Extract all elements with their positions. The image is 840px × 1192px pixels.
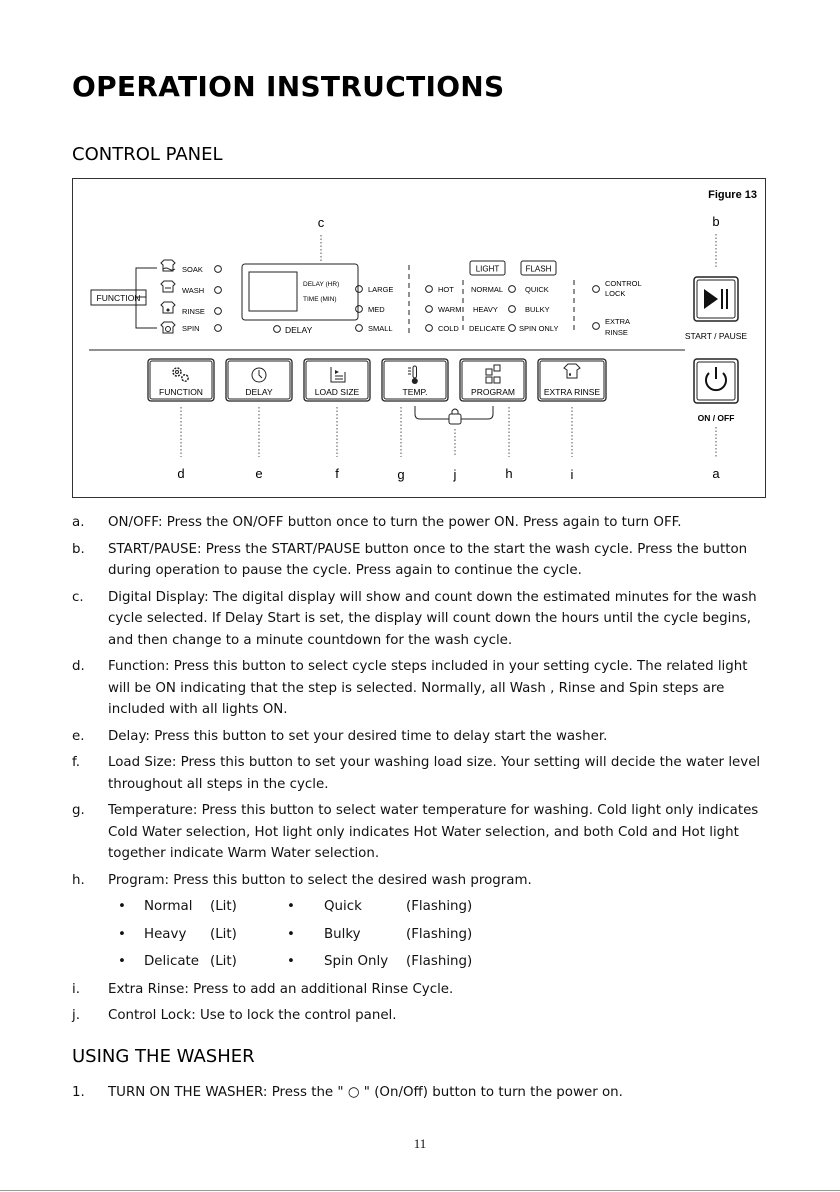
callout-a: a xyxy=(712,466,720,481)
digital-display-screen xyxy=(249,272,297,311)
instruction-item-g xyxy=(72,800,772,865)
wash-indicator xyxy=(215,287,222,294)
normal-quick-indicator xyxy=(509,286,516,293)
program-name: Spin Only xyxy=(324,954,389,969)
display-delay-label: DELAY xyxy=(285,325,313,335)
display-delay-hr: DELAY (HR) xyxy=(303,281,340,288)
instruction-text: Digital Display: The digital display will show and count down the estimated minutes for the wash cycle selected. If Delay Start is set, the display will count down the hours until the cycle begins, and then change to a minute countdown for the wash cycle. xyxy=(108,589,757,648)
temp-cold: COLD xyxy=(438,324,459,333)
instruction-item-j xyxy=(72,1005,772,1027)
program-heavy: HEAVY xyxy=(473,305,498,314)
program-name: Bulky xyxy=(324,926,361,942)
instruction-marker: h. xyxy=(72,872,85,888)
figure-label: Figure 13 xyxy=(708,189,757,201)
function-button-label: FUNCTION xyxy=(159,387,203,397)
using-step-1 xyxy=(72,1082,772,1104)
instruction-marker: g. xyxy=(72,803,85,818)
callout-i: i xyxy=(570,467,574,482)
instruction-text: Load Size: Press this button to set your washing load size. Your setting will decide the water level throughout all steps in the cycle. xyxy=(108,755,761,792)
program-button-label: PROGRAM xyxy=(471,387,515,397)
page-number: 11 xyxy=(413,1136,427,1151)
program-state: (Flashing) xyxy=(406,954,473,969)
wash-icon xyxy=(161,281,175,292)
instruction-marker: j. xyxy=(72,1008,80,1023)
function-step-rinse: RINSE xyxy=(182,307,205,316)
lock-icon xyxy=(449,409,461,424)
program-light-label: LIGHT xyxy=(475,264,500,274)
instruction-marker: a. xyxy=(72,515,85,530)
delay-button[interactable] xyxy=(226,359,292,401)
callout-f: f xyxy=(335,466,339,481)
spin-indicator xyxy=(215,325,222,332)
program-bullet-row xyxy=(72,924,772,946)
callout-e: e xyxy=(255,466,263,481)
instruction-text: START/PAUSE: Press the START/PAUSE button once to the start the wash cycle. Press the button during operation to pause the cycle. Press again to continue the cycle. xyxy=(108,541,748,578)
pause-icon-bar-1 xyxy=(721,289,723,309)
step-text: TURN ON THE WASHER: Press the " ○ " (On/Off) button to turn the power on. xyxy=(108,1085,623,1100)
extra-rinse-button-label: EXTRA RINSE xyxy=(543,387,601,397)
program-bulky: BULKY xyxy=(525,305,550,314)
callout-h: h xyxy=(505,466,513,481)
program-normal: NORMAL xyxy=(471,285,504,294)
bullet: • xyxy=(287,899,295,914)
program-button[interactable] xyxy=(460,359,526,401)
instruction-item-e xyxy=(72,726,772,748)
hot-indicator xyxy=(426,286,433,293)
function-step-spin: SPIN xyxy=(182,324,200,333)
display-time-min: TIME (MIN) xyxy=(303,296,337,303)
instruction-text: Extra Rinse: Press to add an additional Rinse Cycle. xyxy=(108,981,454,997)
program-state: (Flashing) xyxy=(406,899,473,914)
bullet: • xyxy=(118,926,126,942)
load-size-large: LARGE xyxy=(368,285,394,294)
instruction-item-i xyxy=(72,979,772,1001)
program-state: (Lit) xyxy=(210,926,237,942)
program-flash-label: FLASH xyxy=(525,264,552,274)
med-indicator xyxy=(356,306,363,313)
load-size-button[interactable] xyxy=(304,359,370,401)
start-pause-label: START / PAUSE xyxy=(684,331,748,341)
instruction-marker: b. xyxy=(72,541,85,557)
bullet: • xyxy=(118,954,126,969)
extra-rinse-button[interactable] xyxy=(538,359,606,401)
program-name: Quick xyxy=(324,899,362,914)
program-spin-only: SPIN ONLY xyxy=(519,324,559,333)
program-bullet-row xyxy=(72,951,772,973)
control-lock-label-1: CONTROL xyxy=(605,279,642,288)
instruction-text: Program: Press this button to select the desired wash program. xyxy=(108,872,532,888)
function-step-wash: WASH xyxy=(182,286,205,295)
bottom-rule xyxy=(0,1190,840,1191)
function-step-soak: SOAK xyxy=(182,265,203,274)
instruction-item-a xyxy=(72,512,772,534)
temp-button[interactable] xyxy=(382,359,448,401)
soak-indicator xyxy=(215,266,222,273)
instruction-item-b xyxy=(72,539,772,582)
temp-warm: WARM xyxy=(438,305,462,314)
instruction-marker: i. xyxy=(72,981,80,997)
program-state: (Lit) xyxy=(210,954,237,969)
control-lock-indicator xyxy=(593,286,600,293)
on-off-label: ON / OFF xyxy=(697,413,735,423)
control-panel-figure xyxy=(72,178,766,498)
program-state: (Flashing) xyxy=(406,926,473,942)
large-indicator xyxy=(356,286,363,293)
program-state: (Lit) xyxy=(210,899,237,914)
program-quick: QUICK xyxy=(525,285,549,294)
instructions-list xyxy=(72,512,772,1032)
callout-b: b xyxy=(712,214,720,229)
temp-hot: HOT xyxy=(438,285,454,294)
soak-icon xyxy=(161,260,175,271)
instruction-text: ON/OFF: Press the ON/OFF button once to turn the power ON. Press again to turn OFF. xyxy=(108,515,682,530)
extra-rinse-label-1: EXTRA xyxy=(605,317,631,326)
instruction-text: Delay: Press this button to set your desired time to delay start the washer. xyxy=(108,728,608,744)
callout-g: g xyxy=(397,467,405,482)
on-off-button[interactable] xyxy=(694,359,738,403)
program-bullet-row xyxy=(72,896,772,918)
cold-indicator xyxy=(426,325,433,332)
program-bullets xyxy=(72,896,772,973)
rinse-icon xyxy=(161,302,175,313)
bullet: • xyxy=(118,899,126,914)
rinse-indicator xyxy=(215,308,222,315)
callout-c: c xyxy=(317,215,325,230)
instruction-text: Temperature: Press this button to select water temperature for washing. Cold light only indicates Cold Water selection, Hot light only indicates Hot Water selection, and both Cold and Hot light together indicate Warm Water selection. xyxy=(108,803,759,861)
function-button[interactable] xyxy=(148,359,214,401)
delay-button-label: DELAY xyxy=(245,387,273,397)
instruction-item-h xyxy=(72,870,772,892)
instruction-marker: e. xyxy=(72,728,85,744)
delicate-spin-indicator xyxy=(509,325,516,332)
spin-icon xyxy=(161,322,175,333)
extra-rinse-label-2: RINSE xyxy=(605,328,628,337)
control-lock-label-2: LOCK xyxy=(605,289,626,298)
delay-indicator xyxy=(274,326,281,333)
section-heading-control-panel: CONTROL PANEL xyxy=(72,144,223,165)
warm-indicator xyxy=(426,306,433,313)
instruction-text: Function: Press this button to select cycle steps included in your setting cycle. The related light will be ON indicating that the step is selected. Normally, all Wash , Rinse and Spin steps are included with all lights ON. xyxy=(108,659,748,717)
load-size-button-label: LOAD SIZE xyxy=(314,387,360,397)
small-indicator xyxy=(356,325,363,332)
temp-button-label: TEMP. xyxy=(402,387,428,397)
instruction-item-f xyxy=(72,752,772,795)
section-heading-using-washer: USING THE WASHER xyxy=(72,1046,255,1067)
heavy-bulky-indicator xyxy=(509,306,516,313)
bullet: • xyxy=(287,926,295,942)
callout-d: d xyxy=(177,466,185,481)
using-washer-list xyxy=(72,1082,772,1109)
program-name: Delicate xyxy=(144,954,200,969)
instruction-text: Control Lock: Use to lock the control panel. xyxy=(108,1008,397,1023)
extra-rinse-indicator xyxy=(593,323,600,330)
step-marker: 1. xyxy=(72,1085,85,1100)
load-size-med: MED xyxy=(368,305,385,314)
bullet: • xyxy=(287,954,295,969)
instruction-item-d xyxy=(72,656,772,721)
instruction-marker: f. xyxy=(72,755,80,770)
control-panel-diagram xyxy=(73,179,767,499)
page-title: OPERATION INSTRUCTIONS xyxy=(72,70,505,103)
program-delicate: DELICATE xyxy=(469,324,506,333)
instruction-item-c xyxy=(72,587,772,652)
program-name: Normal xyxy=(144,899,193,914)
start-pause-button[interactable] xyxy=(694,277,738,321)
callout-j: j xyxy=(453,467,457,482)
pause-icon-bar-2 xyxy=(726,289,728,309)
function-label: FUNCTION xyxy=(96,293,141,303)
program-name: Heavy xyxy=(144,926,187,942)
instruction-marker: c. xyxy=(72,589,84,605)
instruction-marker: d. xyxy=(72,659,85,674)
load-size-small: SMALL xyxy=(368,324,393,333)
